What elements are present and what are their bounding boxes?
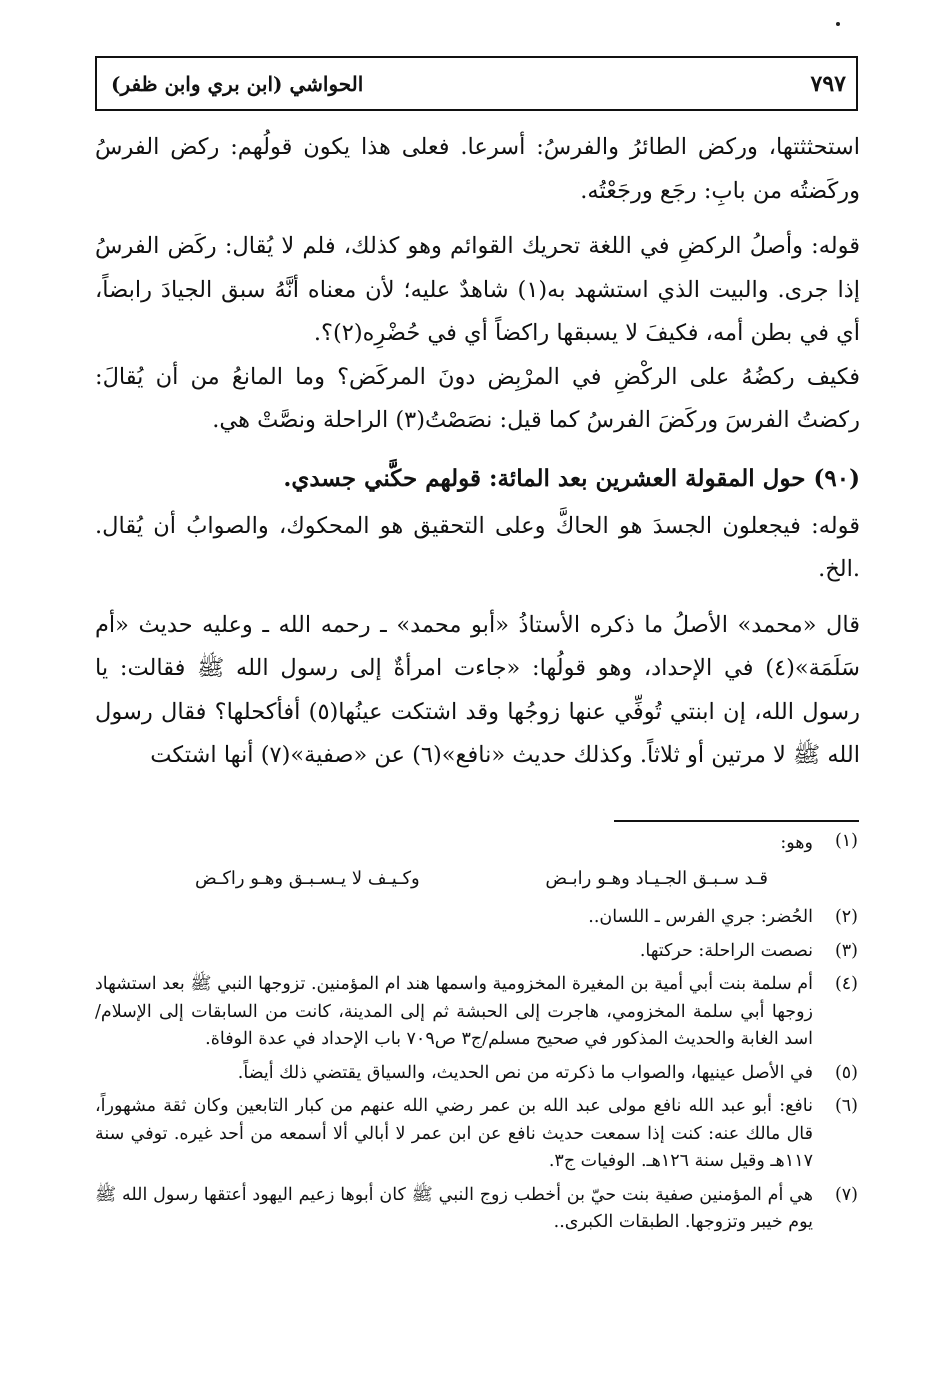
page-number: ٧٩٧ bbox=[810, 70, 846, 97]
page-dot-mark bbox=[836, 22, 840, 26]
footnote-text: أم سلمة بنت أبي أمية بن المغيرة المخزومية واسمها هند ام المؤمنين. تزوجها النبي ﷺ بعد استشهاد زوجها أبي سلمة المخزومي، هاجرت إلى الحبشة ثم إلى المدينة، كانت من السابقات إلى الإسلام/اسد الغابة والحديث المذكور في صحيح مسلم/ج٣ ص٧٠٩ باب الإحداد في عدة الوفاة. bbox=[95, 974, 813, 1049]
footnote-text-block bbox=[95, 828, 813, 898]
paragraph: استحثثتها، وركض الطائرُ والفرسُ: أسرعا. فعلى هذا يكون قولُهم: ركض الفرسُ وركَضتُه من بابِ: رجَع ورجَعْتُه. bbox=[95, 134, 860, 204]
verse-first-hemistich: قـد سـبـق الجـيـاد وهـو رابـض bbox=[545, 868, 768, 889]
verse-second-hemistich: وكـيـف لا يـسـبـق وهـو راكـض bbox=[195, 868, 420, 889]
poetry-verse bbox=[95, 858, 813, 898]
footnote-number: (٥) bbox=[834, 1062, 858, 1083]
section-heading: (٩٠) حول المقولة العشرين بعد المائة: قولهم حكَّني جسدي. bbox=[283, 464, 860, 492]
header-title: الحواشي (ابن بري وابن ظفر) bbox=[111, 71, 364, 96]
footnote-text: هي أم المؤمنين صفية بنت حيّ بن أخطب زوج النبي ﷺ كان أبوها زعيم اليهود أعتقها رسول الله ﷺ يوم خيبر وتزوجها. الطبقات الكبرى.. bbox=[95, 1184, 813, 1232]
footnote bbox=[95, 1182, 858, 1237]
footnote-number: (٢) bbox=[834, 907, 858, 927]
paragraph: قوله: وأصلُ الركضِ في اللغة تحريك القوائم وهو كذلك، فلم لا يُقال: ركَض الفرسُ إذا جرى. والبيت الذي استشهد به(١) شاهدٌ عليه؛ لأن معناه أنَّهُ سبق الجيادَ رابضاً، أي في بطن أمه، فكيفَ لا يسبقها راكضاً أي في حُضْرِه(٢)؟. bbox=[95, 233, 860, 346]
paragraph: قوله: فيجعلون الجسدَ هو الحاكَّ وعلى التحقيق هو المحكوك، والصوابُ أن يُقال. .الخ. bbox=[95, 512, 860, 582]
footnote-text: نصصت الراحلة: حركتها. bbox=[639, 940, 813, 961]
paragraph: فكيف ركضُهُ على الركْضِ في المرْبِض دونَ المركَض؟ وما المانعُ من أن يُقالَ: ركضتُ الفرسَ وركَضَ الفرسُ كما قيل: نصَصْتُ(٣) الراحلة ونصَّتْ هي. bbox=[95, 363, 860, 433]
footnote-number: (٧) bbox=[834, 1184, 858, 1205]
footnote-number: (٦) bbox=[834, 1096, 858, 1116]
footnote bbox=[95, 1093, 858, 1176]
footnote bbox=[95, 904, 858, 932]
footnote-number: (١) bbox=[834, 831, 858, 851]
footnote bbox=[95, 1060, 858, 1088]
footnote bbox=[95, 828, 858, 898]
paragraph: قال «محمد» الأصلُ ما ذكره الأستاذُ «أبو محمد» ـ رحمه الله ـ وعليه حديث «أم سَلَمَة»(٤) في الإحداد، وهو قولُها: «جاءت امرأةٌ إلى رسول الله ﷺ فقالت: يا رسول الله، إن ابنتي تُوفِّي عنها زوجُها وقد اشتكت عينُها(٥) أفأكحلها؟ فقال رسول الله ﷺ لا مرتين أو ثلاثاً. وكذلك حديث «نافع»(٦) عن «صفية»(٧) أنها اشتكت bbox=[95, 611, 860, 768]
footnote bbox=[95, 971, 858, 1054]
main-text bbox=[95, 126, 860, 778]
footnote-number: (٤) bbox=[834, 974, 858, 994]
footnotes bbox=[95, 828, 858, 1243]
running-header bbox=[95, 56, 858, 111]
footnote-separator bbox=[614, 820, 859, 822]
footnote-text: في الأصل عينيها، والصواب ما ذكرته من نص الحديث، والسياق يقتضي ذلك أيضاً. bbox=[237, 1062, 813, 1083]
footnote-text: الحُضر: جري الفرس ـ اللسان.. bbox=[588, 907, 813, 927]
footnote-text: نافع: أبو عبد الله نافع مولى عبد الله بن عمر رضي الله عنهم من كبار التابعين وكان ثقة مشهوراً، قال مالك عنه: كنت إذا سمعت حديث نافع عن ابن عمر لا أبالي ألا أسمعه من أحد غيره. توفي سنة ١١٧هـ وقيل سنة ١٢٦هـ. الوفيات ج٣. bbox=[95, 1096, 813, 1171]
footnote-text: وهو: bbox=[780, 833, 813, 853]
footnote-number: (٣) bbox=[834, 940, 858, 961]
footnote bbox=[95, 938, 858, 966]
